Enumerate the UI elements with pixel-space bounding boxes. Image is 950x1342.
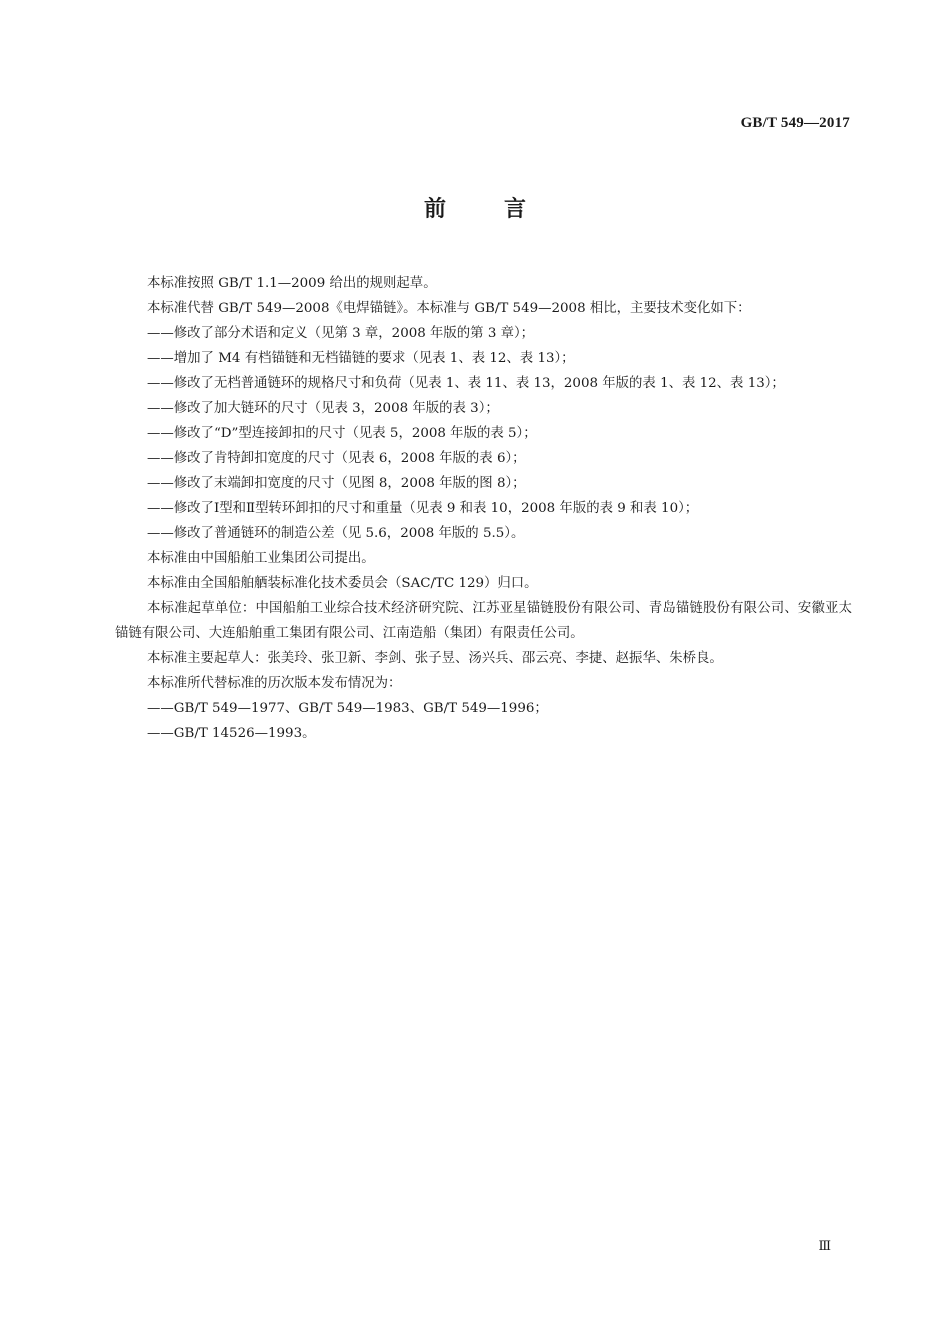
paragraph-drafting-units: 本标准起草单位：中国船舶工业综合技术经济研究院、江苏亚星锚链股份有限公司、青岛锚链股份有限公司、安徽亚太锚链有限公司、大连船舶重工集团有限公司、江南造船（集团）有限责任公司。 xyxy=(115,601,852,641)
page-title: 前言 xyxy=(423,197,584,222)
list-item: ——GB/T 14526—1993。 xyxy=(147,726,316,741)
list-item: ——修改了肯特卸扣宽度的尺寸（见表 6，2008 年版的表 6）； xyxy=(147,451,526,466)
list-item: ——修改了部分术语和定义（见第 3 章，2008 年版的第 3 章）； xyxy=(147,326,535,341)
list-item: ——修改了加大链环的尺寸（见表 3，2008 年版的表 3）； xyxy=(147,401,499,416)
paragraph-drafting-rules: 本标准按照 GB/T 1.1—2009 给出的规则起草。 xyxy=(147,276,437,291)
list-item: ——修改了无档普通链环的规格尺寸和负荷（见表 1、表 11、表 13，2008 年版的表 1、表 12、表 13）； xyxy=(147,376,785,391)
paragraph-drafters: 本标准主要起草人：张美玲、张卫新、李剑、张子昱、汤兴兵、邵云亮、李捷、赵振华、朱桥良。 xyxy=(147,651,723,666)
list-item: ——修改了Ⅰ型和Ⅱ型转环卸扣的尺寸和重量（见表 9 和表 10，2008 年版的表 9 和表 10）； xyxy=(147,501,699,516)
paragraph-proposer: 本标准由中国船舶工业集团公司提出。 xyxy=(147,551,375,566)
paragraph-history-intro: 本标准所代替标准的历次版本发布情况为： xyxy=(147,676,402,691)
list-item: ——增加了 M4 有档锚链和无档锚链的要求（见表 1、表 12、表 13）； xyxy=(147,351,575,366)
list-item: ——GB/T 549—1977、GB/T 549—1983、GB/T 549—1996； xyxy=(147,701,548,716)
paragraph-administrator: 本标准由全国船舶舾装标准化技术委员会（SAC/TC 129）归口。 xyxy=(147,576,538,591)
standard-code: GB/T 549—2017 xyxy=(740,115,850,131)
list-item: ——修改了“D”型连接卸扣的尺寸（见表 5，2008 年版的表 5）； xyxy=(147,426,537,441)
list-item: ——修改了普通链环的制造公差（见 5.6，2008 年版的 5.5）。 xyxy=(147,526,525,541)
paragraph-replacement: 本标准代替 GB/T 549—2008《电焊锚链》。本标准与 GB/T 549—2008 相比，主要技术变化如下： xyxy=(147,301,751,316)
list-item: ——修改了末端卸扣宽度的尺寸（见图 8，2008 年版的图 8）； xyxy=(147,476,526,491)
foreword-body xyxy=(115,271,852,746)
page-number: Ⅲ xyxy=(818,1238,831,1253)
